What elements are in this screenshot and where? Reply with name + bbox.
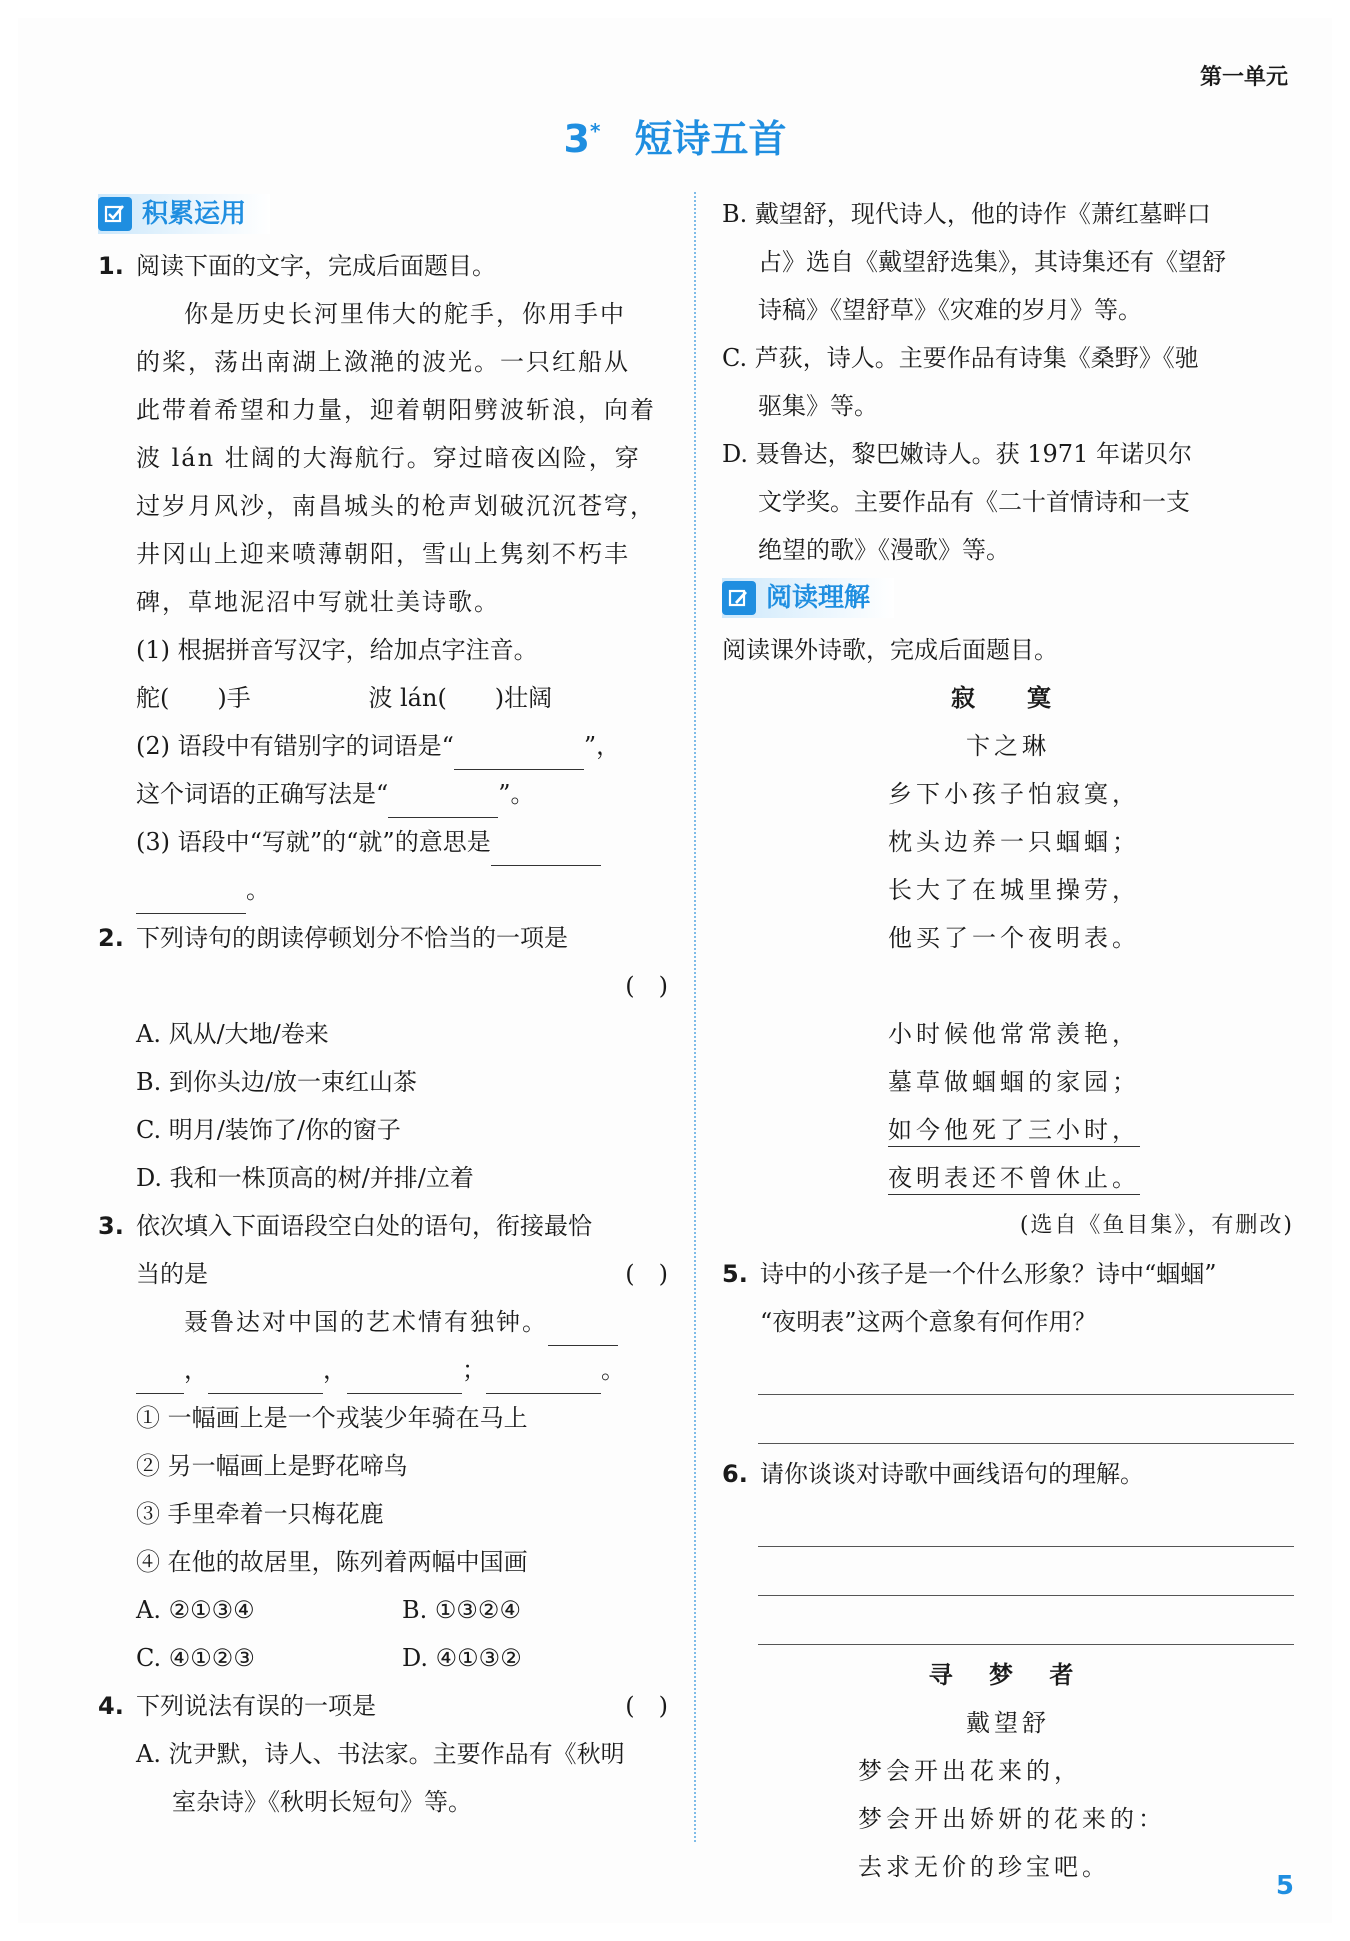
- subquestion-3-text: (3) 语段中“写就”的“就”的意思是: [136, 828, 491, 856]
- passage-line: 的桨，荡出南湖上潋滟的波光。一只红船从: [136, 348, 630, 376]
- question-5-stem: 诗中的小孩子是一个什么形象？诗中“蝈蝈”: [760, 1260, 1217, 1288]
- passage-line: 过岁月风沙，南昌城头的枪声划破沉沉苍穹，: [136, 492, 656, 520]
- option-c[interactable]: C. ④①②③: [136, 1644, 255, 1672]
- passage-line: 你是历史长河里伟大的舵手，你用手中: [184, 300, 626, 328]
- question-3: [98, 1202, 668, 1682]
- option-b-cont: 占》选自《戴望舒选集》，其诗集还有《望舒: [758, 248, 1226, 276]
- poem-line: 他买了一个夜明表。: [888, 924, 1140, 952]
- passage-line: 碑，草地泥沼中写就壮美诗歌。: [136, 588, 500, 616]
- option-b[interactable]: B. 戴望舒，现代诗人，他的诗作《萧红墓畔口: [722, 200, 1211, 228]
- separator: 。: [601, 1356, 625, 1384]
- option-c[interactable]: C. 明月/装饰了/你的窗子: [136, 1116, 401, 1144]
- reading-intro: 阅读课外诗歌，完成后面题目。: [722, 636, 1058, 664]
- sentence-item: ② 另一幅画上是野花啼鸟: [136, 1452, 408, 1480]
- question-4-stem-row: [136, 1682, 668, 1730]
- answer-blank[interactable]: [136, 883, 246, 914]
- option-b-cont: 诗稿》《望舒草》《灾难的岁月》等。: [758, 296, 1142, 324]
- options-row: [136, 1586, 668, 1634]
- question-6: [722, 1450, 1294, 1498]
- option-c[interactable]: C. 芦荻，诗人。主要作品有诗集《桑野》《驰: [722, 344, 1199, 372]
- section-reading: [722, 578, 894, 618]
- subquestion-2b: [136, 770, 668, 818]
- question-6-stem: 请你谈谈对诗歌中画线语句的理解。: [760, 1460, 1144, 1488]
- option-d[interactable]: D. ④①③②: [402, 1644, 522, 1672]
- question-5: [722, 1250, 1294, 1346]
- poem-2-title: 寻 梦 者: [928, 1660, 1088, 1689]
- subquestion-3-end: 。: [246, 876, 270, 904]
- subquestion-2a-text: (2) 语段中有错别字的词语是“: [136, 732, 454, 760]
- question-1-stem: 阅读下面的文字，完成后面题目。: [136, 252, 496, 280]
- pencil-note-icon: [722, 581, 756, 615]
- question-5-number: 5.: [722, 1260, 748, 1288]
- answer-blank[interactable]: [454, 739, 584, 770]
- left-column: [98, 190, 668, 1826]
- answer-line[interactable]: [758, 1498, 1294, 1547]
- poem-2-author: 戴望舒: [966, 1709, 1050, 1737]
- question-3-stem-b: 当的是: [136, 1260, 208, 1288]
- section-accumulate: [98, 194, 270, 234]
- option-d-cont: 文学奖。主要作品有《二十首情诗和一支: [758, 488, 1190, 516]
- answer-blank[interactable]: [388, 787, 498, 818]
- passage-line: 井冈山上迎来喷薄朝阳，雪山上隽刻不朽丰: [136, 540, 630, 568]
- subquestion-2a-end: ”，: [583, 732, 621, 760]
- question-2-number: 2.: [98, 924, 124, 952]
- options-row: [136, 1634, 668, 1682]
- answer-line[interactable]: [758, 1395, 1294, 1444]
- option-d-cont: 绝望的歌》《漫歌》等。: [758, 536, 1010, 564]
- answer-line[interactable]: [758, 1596, 1294, 1645]
- question-1: [98, 242, 668, 914]
- answer-blank[interactable]: [136, 1363, 184, 1394]
- answer-bracket[interactable]: ( ): [625, 1260, 668, 1288]
- section-reading-label: 阅读理解: [766, 583, 871, 613]
- question-3-passage: [136, 1298, 668, 1346]
- question-2-stem: 下列诗句的朗读停顿划分不恰当的一项是: [136, 924, 568, 952]
- question-3-blanks: [136, 1346, 668, 1394]
- passage-line: 波 lán 壮阔的大海航行。穿过暗夜凶险，穿: [136, 444, 641, 472]
- option-a[interactable]: A. ②①③④: [136, 1596, 255, 1624]
- answer-blank[interactable]: [486, 1363, 601, 1394]
- option-a-cont: 室杂诗》《秋明长短句》等。: [172, 1788, 472, 1816]
- right-column: [722, 190, 1294, 1891]
- separator: ，: [323, 1356, 347, 1384]
- checkbox-pen-icon: [98, 197, 132, 231]
- lesson-title: [0, 108, 1350, 163]
- question-4-stem: 下列说法有误的一项是: [136, 1692, 376, 1720]
- answer-bracket[interactable]: ( ): [625, 972, 668, 1000]
- page-number: 5: [1275, 1871, 1294, 1901]
- poem-line: 长大了在城里操劳，: [888, 876, 1140, 904]
- poem-line: 小时候他常常羡艳，: [888, 1020, 1140, 1048]
- poem-line: 去求无价的珍宝吧。: [858, 1853, 1110, 1881]
- question-4-number: 4.: [98, 1692, 124, 1720]
- option-b[interactable]: B. ①③②④: [402, 1596, 521, 1624]
- answer-line[interactable]: [758, 1346, 1294, 1395]
- answer-bracket[interactable]: ( ): [625, 1692, 668, 1720]
- poem-line: 梦会开出娇妍的花来的：: [858, 1805, 1166, 1833]
- question-4: [98, 1682, 668, 1826]
- question-5-stem-cont: “夜明表”这两个意象有何作用？: [760, 1308, 1097, 1336]
- sentence-item: ③ 手里牵着一只梅花鹿: [136, 1500, 384, 1528]
- poem-source: (选自《鱼目集》，有删改): [1019, 1213, 1294, 1238]
- answer-blank[interactable]: [208, 1363, 323, 1394]
- sentence-item: ① 一幅画上是一个戎装少年骑在马上: [136, 1404, 528, 1432]
- poem-line: 墓草做蝈蝈的家园；: [888, 1068, 1140, 1096]
- question-3-stem-cont: [136, 1250, 668, 1298]
- question-3-number: 3.: [98, 1212, 124, 1240]
- poem-1-title: 寂 寞: [951, 683, 1065, 712]
- option-a[interactable]: A. 沈尹默，诗人、书法家。主要作品有《秋明: [136, 1740, 625, 1768]
- option-d[interactable]: D. 我和一株顶高的树/并排/立着: [136, 1164, 474, 1192]
- subquestion-1-blanks: [136, 674, 668, 722]
- unit-label: 第一单元: [1199, 65, 1288, 90]
- question-3-stem: 依次填入下面语段空白处的语句，衔接最恰: [136, 1212, 592, 1240]
- blank-duo[interactable]: 舵( )手: [136, 684, 251, 712]
- answer-line[interactable]: [758, 1547, 1294, 1596]
- answer-blank[interactable]: [548, 1315, 618, 1346]
- lesson-mark: *: [589, 119, 601, 144]
- subquestion-3-cont: [136, 866, 668, 914]
- subquestion-2b-text: 这个词语的正确写法是“: [136, 780, 389, 808]
- column-divider: [694, 192, 696, 1842]
- question-6-number: 6.: [722, 1460, 748, 1488]
- separator: ，: [184, 1356, 208, 1384]
- question-2: [98, 914, 668, 1202]
- subquestion-1: (1) 根据拼音写汉字，给加点字注音。: [136, 636, 538, 664]
- subquestion-2a: [136, 722, 668, 770]
- stanza-gap: [722, 962, 1294, 1010]
- question-1-number: 1.: [98, 252, 124, 280]
- lesson-number: 3: [563, 117, 590, 161]
- subquestion-3: [136, 818, 668, 866]
- underlined-poem-line: [722, 1154, 1294, 1202]
- option-a[interactable]: A. 风从/大地/卷来: [136, 1020, 329, 1048]
- poem-line: 梦会开出花来的，: [858, 1757, 1082, 1785]
- poem-line: 枕头边养一只蝈蝈；: [888, 828, 1140, 856]
- poem-1-author: 卞之琳: [966, 732, 1050, 760]
- answer-blank[interactable]: [347, 1363, 462, 1394]
- underlined-text: 夜明表还不曾休止。: [888, 1164, 1140, 1195]
- underlined-poem-line: [722, 1106, 1294, 1154]
- separator: ；: [462, 1356, 486, 1384]
- option-c-cont: 驱集》等。: [758, 392, 878, 420]
- option-d[interactable]: D. 聂鲁达，黎巴嫩诗人。获 1971 年诺贝尔: [722, 440, 1192, 468]
- passage-line: 此带着希望和力量，迎着朝阳劈波斩浪，向着: [136, 396, 656, 424]
- lesson-name: 短诗五首: [634, 117, 787, 161]
- subquestion-2b-end: ”。: [498, 780, 535, 808]
- blank-lan[interactable]: 波 lán( )壮阔: [368, 684, 553, 712]
- poem-line: 乡下小孩子怕寂寞，: [888, 780, 1140, 808]
- underlined-text: 如今他死了三小时，: [888, 1116, 1140, 1147]
- question-3-passage-text: 聂鲁达对中国的艺术情有独钟。: [184, 1308, 548, 1336]
- section-accumulate-label: 积累运用: [142, 199, 247, 229]
- answer-blank[interactable]: [491, 835, 601, 866]
- sentence-item: ④ 在他的故居里，陈列着两幅中国画: [136, 1548, 528, 1576]
- option-b[interactable]: B. 到你头边/放一束红山茶: [136, 1068, 417, 1096]
